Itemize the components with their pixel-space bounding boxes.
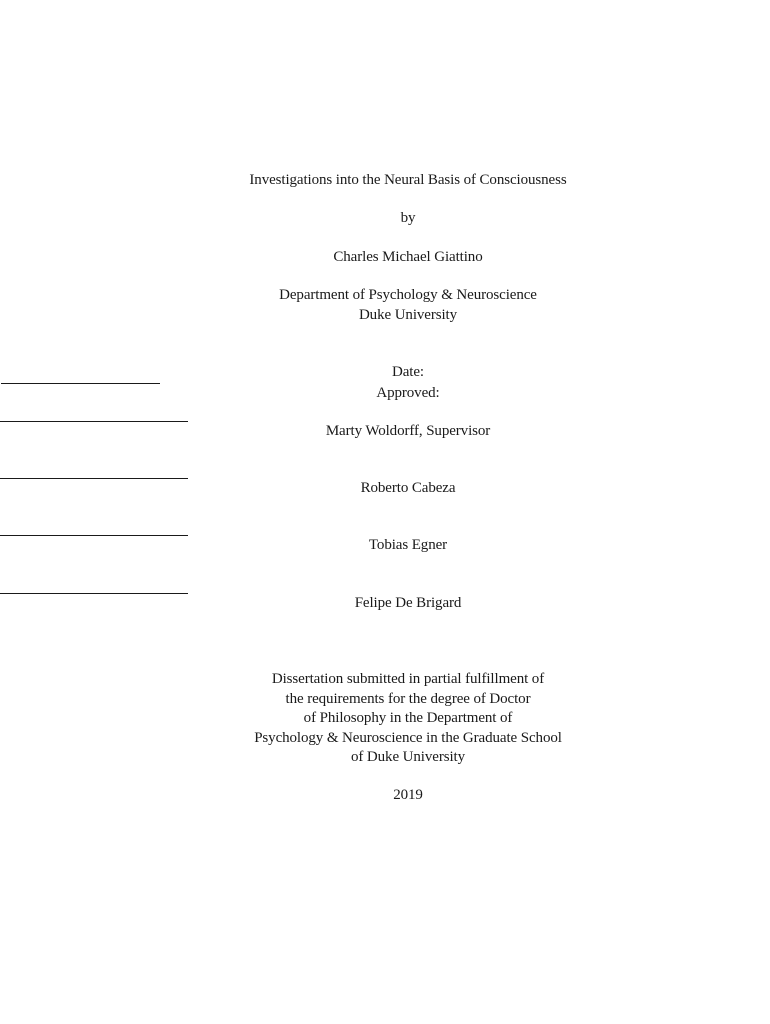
by-label: by [400, 210, 416, 226]
date-approval-block [0, 363, 770, 403]
dissertation-title: Investigations into the Neural Basis of Consciousness [249, 172, 567, 188]
date-line [0, 363, 770, 384]
statement-line: the requirements for the degree of Doctor [285, 690, 531, 707]
committee-member-1 [0, 421, 770, 442]
submission-statement [0, 670, 770, 768]
university-name: Duke University [358, 306, 458, 323]
author-name: Charles Michael Giattino [333, 249, 483, 265]
committee-member-4 [0, 593, 770, 614]
statement-line: Psychology & Neuroscience in the Graduate School [254, 729, 562, 746]
statement-line: of Duke University [350, 749, 465, 765]
committee-member-name: Tobias Egner [368, 537, 448, 553]
year: 2019 [393, 787, 423, 803]
dissertation-title-block [0, 171, 770, 191]
date-label: Date: [392, 364, 424, 380]
affiliation-block [0, 286, 770, 325]
committee-member-3 [0, 535, 770, 556]
committee-member-name: Marty Woldorff, Supervisor [325, 423, 491, 439]
statement-line: of Philosophy in the Department of [303, 710, 513, 726]
committee-member-2 [0, 478, 770, 499]
department-name: Department of Psychology & Neuroscience [279, 287, 537, 303]
by-line-block [0, 209, 770, 229]
author-block [0, 248, 770, 268]
committee-member-name: Roberto Cabeza [360, 480, 456, 496]
year-block [0, 786, 770, 806]
committee-member-name: Felipe De Brigard [354, 595, 462, 611]
approved-label: Approved: [376, 384, 440, 401]
statement-line: Dissertation submitted in partial fulfillment of [271, 671, 545, 687]
